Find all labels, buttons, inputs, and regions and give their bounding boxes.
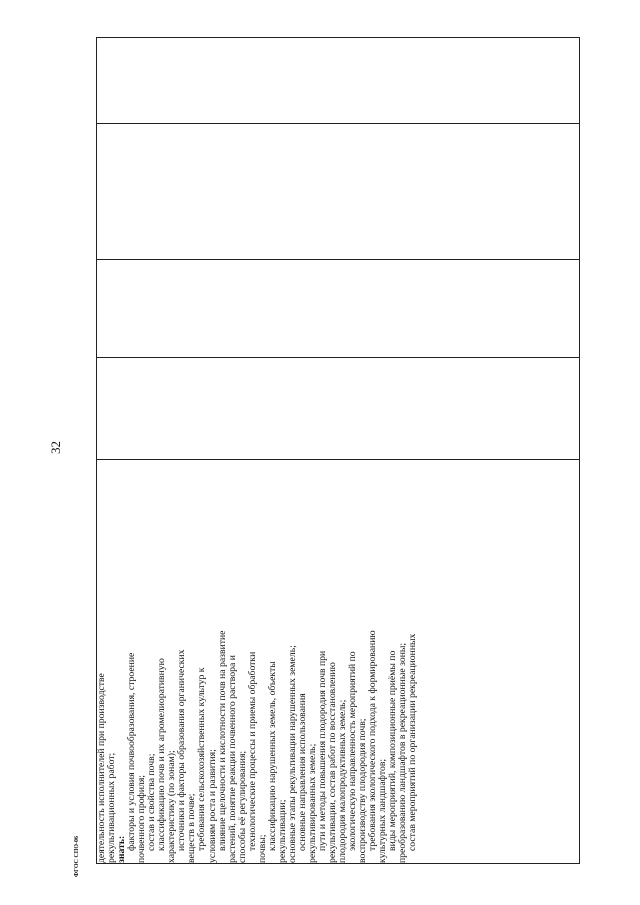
text-line: факторы и условия почвообразования, строение: [126, 652, 138, 851]
rotated-table-wrapper: [96, 38, 580, 864]
empty-cell: [97, 38, 580, 124]
empty-cell: [97, 358, 580, 460]
text-line: преобразованию ландшафтов в рекреационные зоны;: [397, 642, 409, 863]
text-line: влияние щелочности и кислотности почв на развитие: [216, 630, 228, 851]
text-line: знать:: [116, 835, 128, 863]
text-line: воспроизводству плодородия почв;: [357, 718, 369, 863]
text-line: плодородия малопродуктивных земель;: [337, 699, 349, 863]
page-number: 32: [48, 441, 63, 454]
text-line: классификацию нарушенных земель, объекты: [266, 661, 278, 851]
text-line: экологическую направленность мероприятий по: [347, 651, 359, 851]
text-line: технологические процессы и приемы обработки: [246, 651, 258, 851]
text-line: состав и свойства почв;: [146, 753, 158, 851]
text-line: характеристику (по зонам);: [166, 750, 178, 863]
text-line: виды мероприятий, композиционные приёмы по: [387, 650, 399, 851]
text-line: условиям роста и развития;: [206, 749, 218, 863]
content-lines: [97, 460, 419, 863]
text-line: источники и факторы образования органических: [176, 649, 188, 851]
text-line: состав мероприятий по организации рекреационных: [407, 633, 419, 851]
empty-cell: [97, 124, 580, 260]
text-line: почвенного профиля;: [136, 775, 148, 863]
empty-cell: [97, 260, 580, 358]
text-line: требования экологического подхода к формированию: [367, 630, 379, 851]
text-line: культурных ландшафтов;: [377, 758, 389, 863]
text-line: требования сельскохозяйственных культур к: [196, 667, 208, 851]
curriculum-table: [96, 37, 580, 864]
text-line: основные направления использования: [296, 693, 308, 851]
text-line: рекультивации, состав работ по восстановлению: [327, 662, 339, 863]
text-line: рекультивации;: [276, 799, 288, 863]
text-line: деятельность исполнителей при производстве: [96, 673, 107, 863]
text-line: почвы;: [256, 834, 268, 863]
text-line: рекультивированных земель;: [306, 743, 318, 863]
text-line: рекультивационных работ;: [106, 752, 118, 863]
text-line: пути и методы повышения плодородия почв при: [317, 650, 329, 851]
table-row: [97, 38, 580, 864]
text-line: растений, понятие реакции почвенного раствора и: [226, 655, 238, 863]
text-line: способы её регулирования;: [236, 750, 248, 863]
text-line: классификацию почв и их агромелиоративную: [156, 658, 168, 851]
footer-code: ФГОС СПО-06: [74, 835, 80, 877]
content-cell: [97, 460, 580, 864]
text-line: основные этапы рекультивации нарушенных земель;: [286, 645, 298, 863]
text-line: веществ в почве;: [186, 793, 198, 863]
